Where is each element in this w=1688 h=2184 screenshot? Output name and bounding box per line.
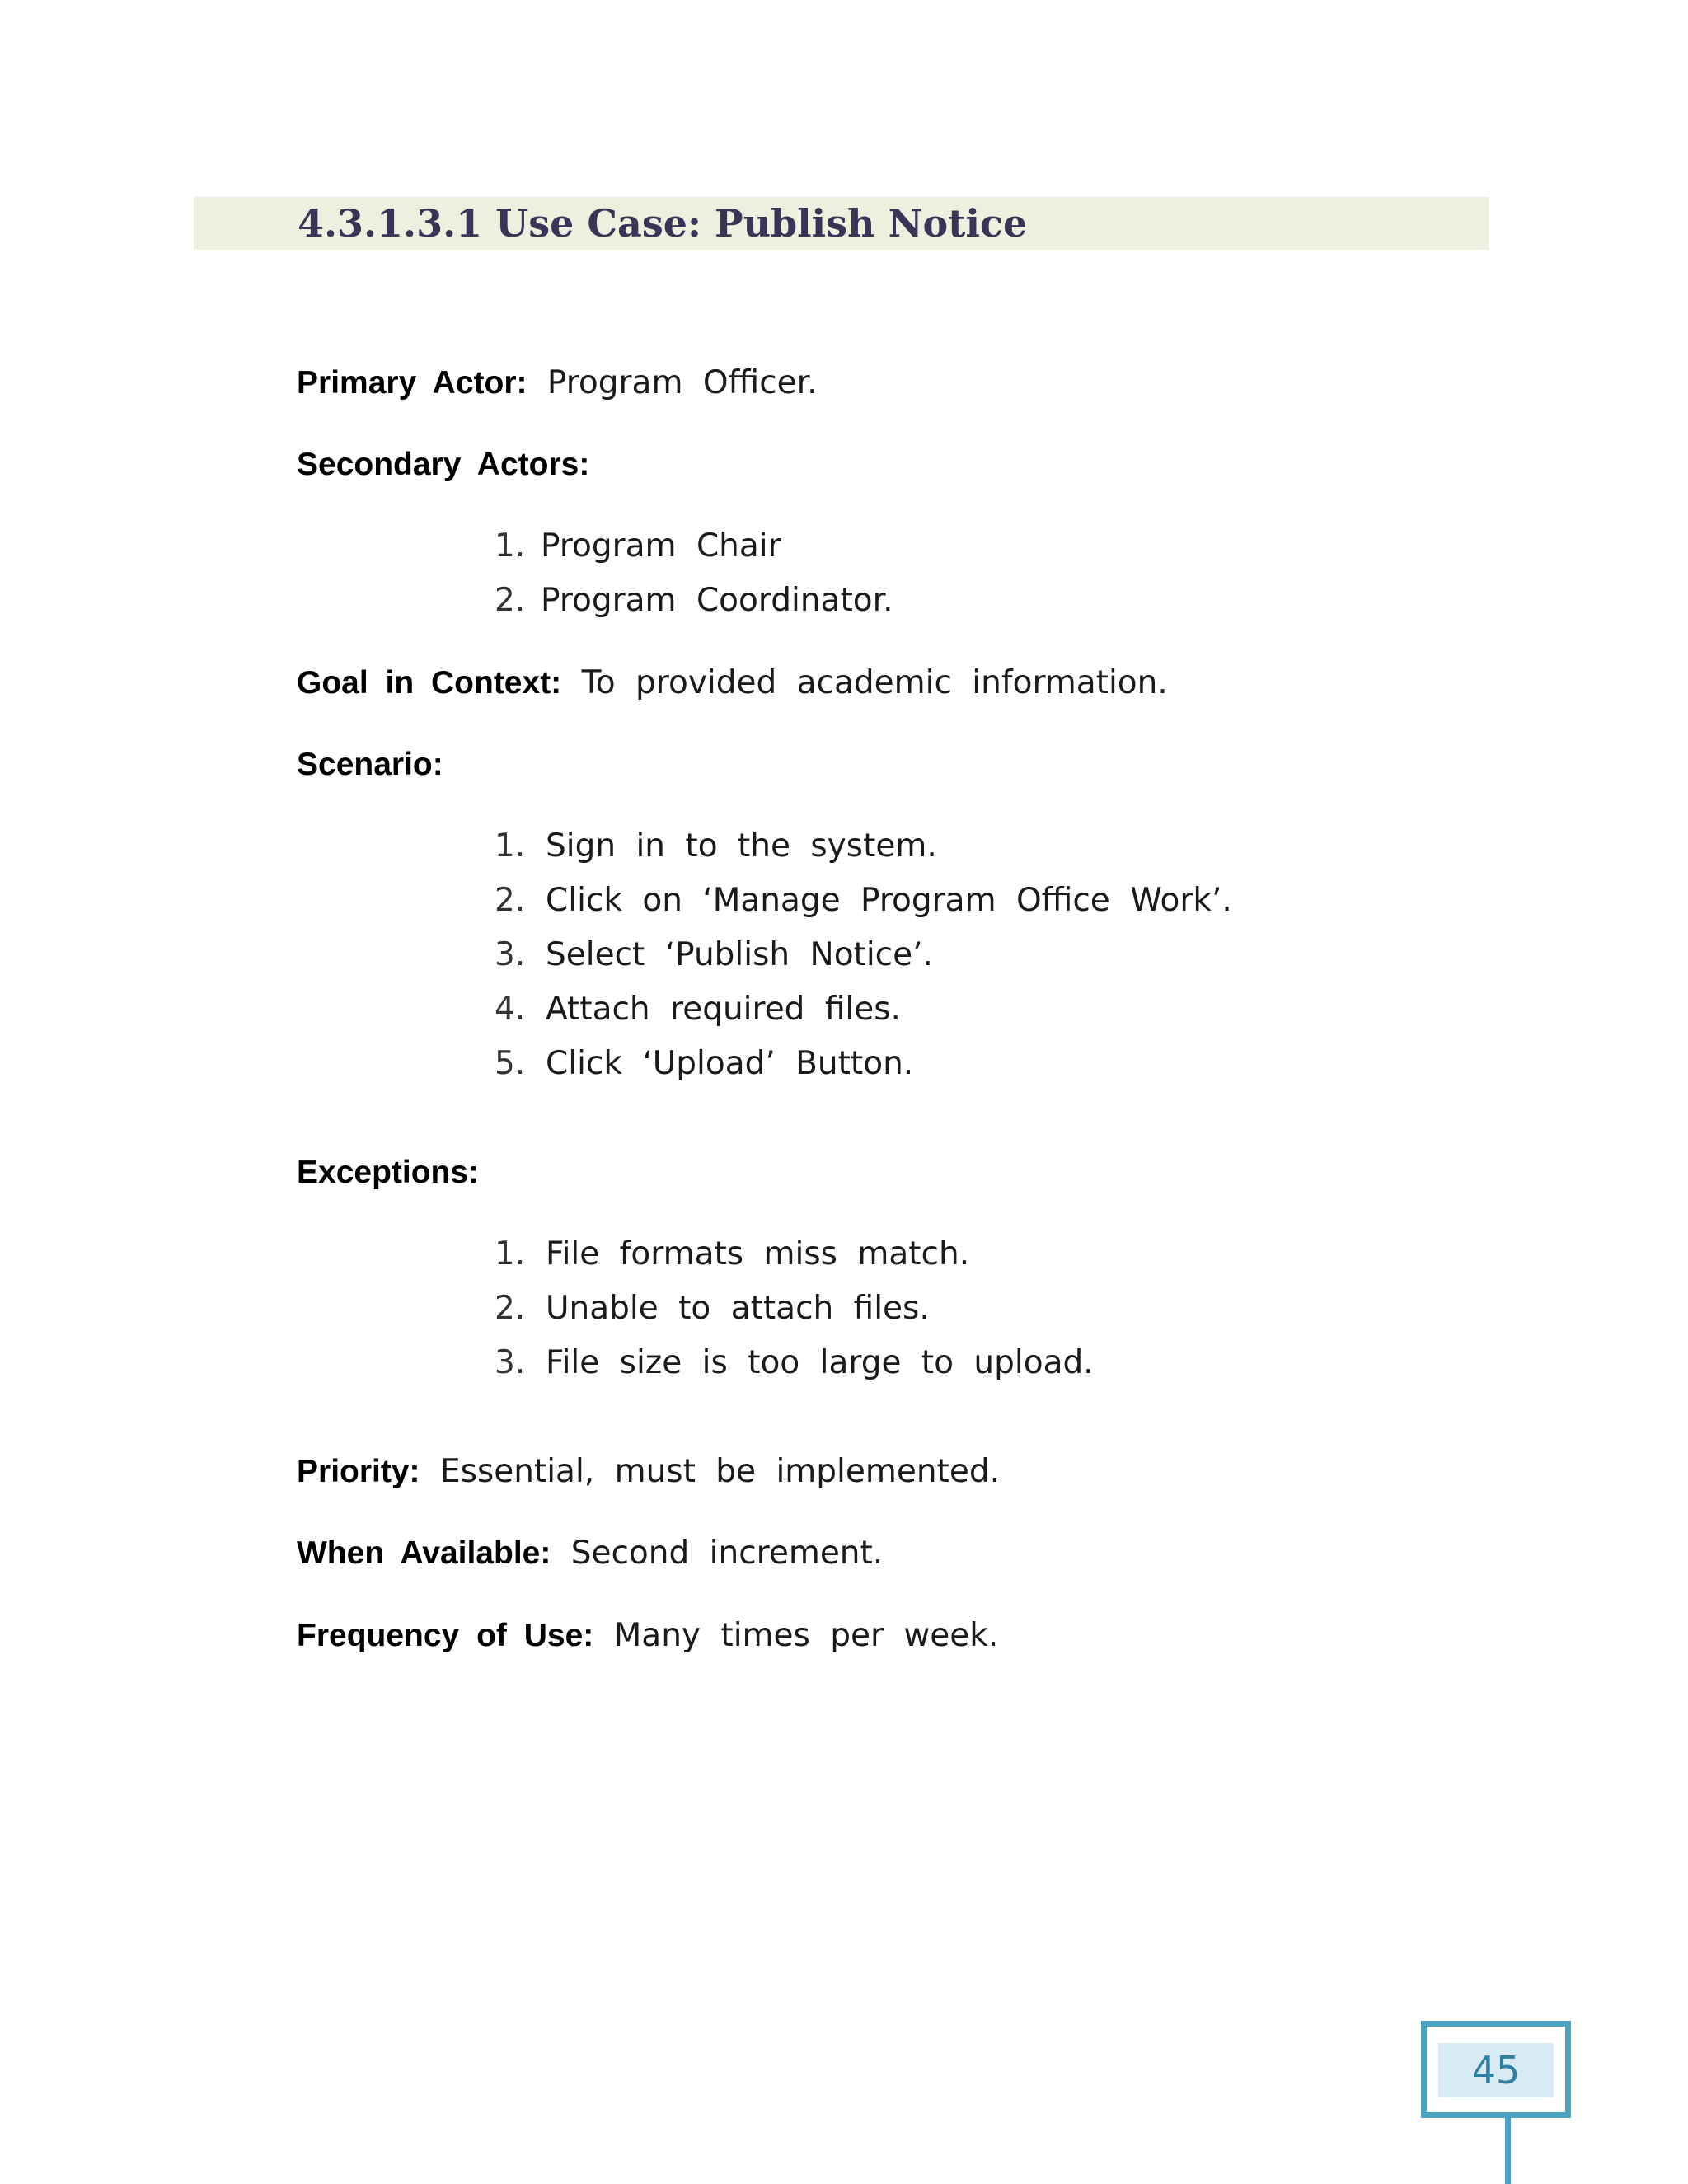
list-item-number: 1.	[495, 1235, 526, 1272]
scenario-label: Scenario:	[297, 747, 443, 782]
list-item-text: Select ‘Publish Notice’.	[546, 936, 933, 973]
scenario-line	[297, 744, 443, 785]
frequency-label: Frequency of Use:	[297, 1618, 594, 1653]
list-item	[495, 1234, 969, 1275]
priority-label: Priority:	[297, 1454, 420, 1489]
list-item	[495, 580, 893, 621]
when-available-value: Second increment.	[570, 1535, 884, 1572]
list-item-number: 1.	[495, 527, 526, 565]
secondary-actors-label: Secondary Actors:	[297, 447, 590, 482]
primary-actor-label: Primary Actor:	[297, 365, 528, 401]
list-item	[495, 1288, 930, 1329]
list-item	[495, 526, 781, 567]
list-item-text: Click ‘Upload’ Button.	[546, 1045, 914, 1082]
priority-value: Essential, must be implemented.	[439, 1453, 1000, 1490]
list-item-text: Program Chair	[541, 527, 781, 565]
list-item	[495, 1343, 1094, 1384]
list-item-number: 2.	[495, 582, 526, 619]
frequency-line	[297, 1615, 998, 1657]
list-item-text: Click on ‘Manage Program Office Work’.	[546, 882, 1232, 919]
exceptions-line	[297, 1152, 479, 1193]
section-heading: 4.3.1.3.1 Use Case: Publish Notice	[298, 201, 1028, 246]
goal-label: Goal in Context:	[297, 665, 562, 701]
page-number-box	[1421, 2021, 1571, 2118]
goal-value: To provided academic information.	[581, 664, 1168, 701]
list-item-number: 3.	[495, 936, 526, 973]
exceptions-label: Exceptions:	[297, 1155, 480, 1190]
secondary-actors-line	[297, 444, 589, 485]
list-item-number: 3.	[495, 1344, 526, 1381]
list-item	[495, 989, 901, 1030]
list-item-number: 5.	[495, 1045, 526, 1082]
list-item-text: Unable to attach files.	[546, 1290, 930, 1327]
list-item-text: Program Coordinator.	[541, 582, 893, 619]
goal-line	[297, 663, 1168, 704]
list-item-number: 2.	[495, 882, 526, 919]
frequency-value: Many times per week.	[613, 1617, 999, 1654]
primary-actor-value: Program Officer.	[546, 364, 818, 401]
list-item	[495, 935, 933, 976]
when-available-line	[297, 1533, 883, 1574]
when-available-label: When Available:	[297, 1535, 551, 1571]
list-item-number: 1.	[495, 827, 526, 865]
list-item	[495, 880, 1232, 921]
list-item-text: Sign in to the system.	[546, 827, 937, 865]
list-item-text: File formats miss match.	[546, 1235, 970, 1272]
list-item-number: 2.	[495, 1290, 526, 1327]
list-item-text: Attach required files.	[546, 991, 901, 1028]
list-item-text: File size is too large to upload.	[546, 1344, 1094, 1381]
primary-actor-line	[297, 363, 818, 404]
page-number: 45	[1438, 2043, 1554, 2097]
list-item	[495, 1043, 913, 1085]
priority-line	[297, 1451, 1000, 1493]
list-item	[495, 826, 937, 867]
list-item-number: 4.	[495, 991, 526, 1028]
page-number-stem	[1505, 2118, 1511, 2184]
